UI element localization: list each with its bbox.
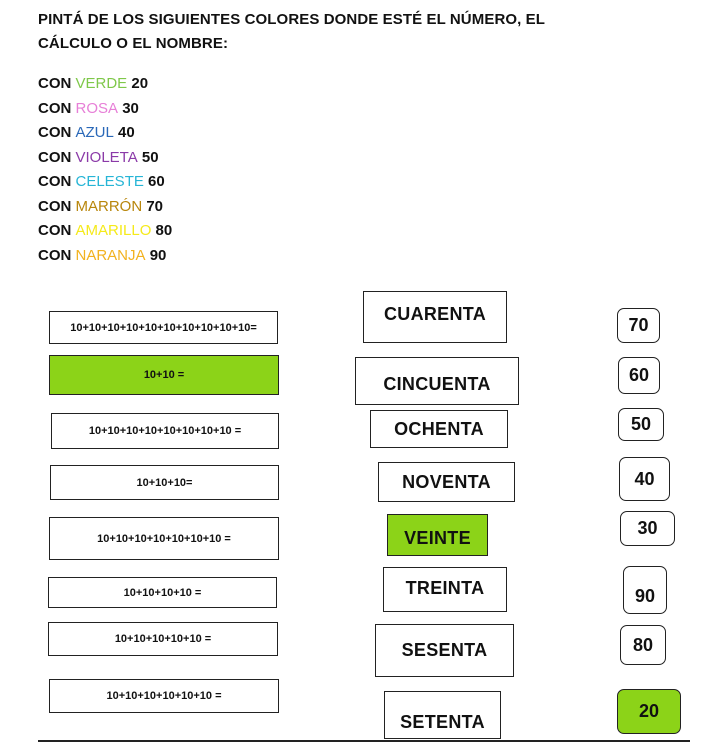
number-box[interactable]	[618, 408, 664, 441]
legend-value: 80	[155, 222, 173, 239]
legend-item-celeste	[38, 170, 172, 195]
calc-text: 10+10 =	[143, 369, 185, 381]
legend-item-violeta	[38, 146, 172, 171]
calc-box[interactable]	[49, 517, 279, 560]
word-text: VEINTE	[404, 527, 471, 548]
number-box[interactable]	[617, 689, 681, 734]
calc-box[interactable]	[51, 413, 279, 449]
word-text: CINCUENTA	[383, 373, 491, 394]
word-box[interactable]	[355, 357, 519, 405]
bottom-rule	[38, 740, 690, 742]
word-box[interactable]	[378, 462, 515, 502]
calc-box[interactable]	[48, 577, 277, 608]
number-box[interactable]	[620, 625, 666, 665]
number-text: 30	[637, 518, 658, 538]
word-text: OCHENTA	[394, 418, 484, 439]
number-text: 20	[638, 701, 660, 721]
number-text: 60	[628, 365, 650, 385]
calc-text: 10+10+10+10+10+10+10+10+10+10=	[70, 321, 257, 334]
word-box[interactable]	[375, 624, 514, 677]
legend-color-name: VERDE	[75, 75, 128, 92]
legend-value: 20	[131, 75, 149, 92]
number-text: 50	[630, 414, 652, 434]
word-box[interactable]	[383, 567, 507, 612]
number-text: 80	[632, 634, 654, 655]
legend-color-name: NARANJA	[75, 246, 146, 264]
legend-item-rosa	[38, 97, 172, 122]
calc-box[interactable]	[49, 355, 279, 395]
calc-box[interactable]	[49, 679, 279, 713]
title-line-1: PINTÁ DE LOS SIGUIENTES COLORES DONDE ESTÉ EL NÚMERO, EL	[38, 11, 546, 28]
calc-text: 10+10+10=	[136, 476, 193, 489]
calc-box[interactable]	[49, 311, 278, 344]
legend-prefix: CON	[38, 124, 76, 141]
legend-item-naranja	[38, 244, 172, 269]
calc-text: 10+10+10+10 =	[123, 586, 202, 599]
legend-item-amarillo	[38, 219, 172, 244]
legend-prefix: CON	[38, 246, 76, 264]
number-box[interactable]	[623, 566, 667, 614]
legend-item-azul	[38, 121, 172, 146]
number-box[interactable]	[617, 308, 660, 343]
legend-prefix: CON	[38, 75, 76, 92]
word-box[interactable]	[387, 514, 488, 556]
legend-color-name: VIOLETA	[75, 148, 138, 166]
calc-box[interactable]	[50, 465, 279, 500]
word-text: SESENTA	[401, 640, 488, 660]
legend-value: 70	[146, 197, 164, 215]
legend-color-name: AZUL	[75, 124, 114, 141]
legend-prefix: CON	[38, 99, 76, 117]
legend-value: 30	[122, 99, 139, 117]
calc-text: 10+10+10+10+10 =	[114, 633, 212, 645]
number-text: 40	[634, 468, 655, 489]
legend-value: 90	[149, 246, 167, 264]
legend-prefix: CON	[38, 197, 76, 215]
legend-color-name: MARRÓN	[75, 197, 143, 215]
number-text: 90	[634, 586, 656, 606]
legend-color-name: AMARILLO	[75, 222, 152, 239]
word-box[interactable]	[363, 291, 507, 343]
legend-value: 60	[148, 173, 165, 190]
instructions-title	[38, 8, 598, 56]
title-line-2: CÁLCULO O EL NOMBRE:	[38, 35, 229, 52]
number-box[interactable]	[619, 457, 670, 501]
legend-item-verde	[38, 72, 172, 97]
legend-prefix: CON	[38, 173, 76, 190]
calc-text: 10+10+10+10+10+10+10+10 =	[88, 425, 242, 437]
legend-color-name: CELESTE	[75, 173, 144, 190]
calc-box[interactable]	[48, 622, 278, 656]
legend-item-marron	[38, 195, 172, 220]
legend-value: 50	[141, 148, 159, 166]
color-legend	[38, 72, 172, 268]
word-box[interactable]	[370, 410, 508, 448]
number-box[interactable]	[618, 357, 660, 394]
word-text: SETENTA	[400, 711, 485, 732]
legend-value: 40	[118, 124, 135, 141]
calc-text: 10+10+10+10+10+10+10 =	[97, 532, 231, 545]
word-text: CUARENTA	[383, 304, 487, 324]
word-text: NOVENTA	[402, 471, 491, 492]
calc-text: 10+10+10+10+10+10 =	[106, 690, 222, 702]
word-text: TREINTA	[405, 578, 485, 598]
legend-prefix: CON	[38, 222, 76, 239]
number-box[interactable]	[620, 511, 675, 546]
legend-prefix: CON	[38, 148, 76, 166]
legend-color-name: ROSA	[75, 99, 119, 117]
number-text: 70	[628, 315, 649, 335]
word-box[interactable]	[384, 691, 501, 739]
